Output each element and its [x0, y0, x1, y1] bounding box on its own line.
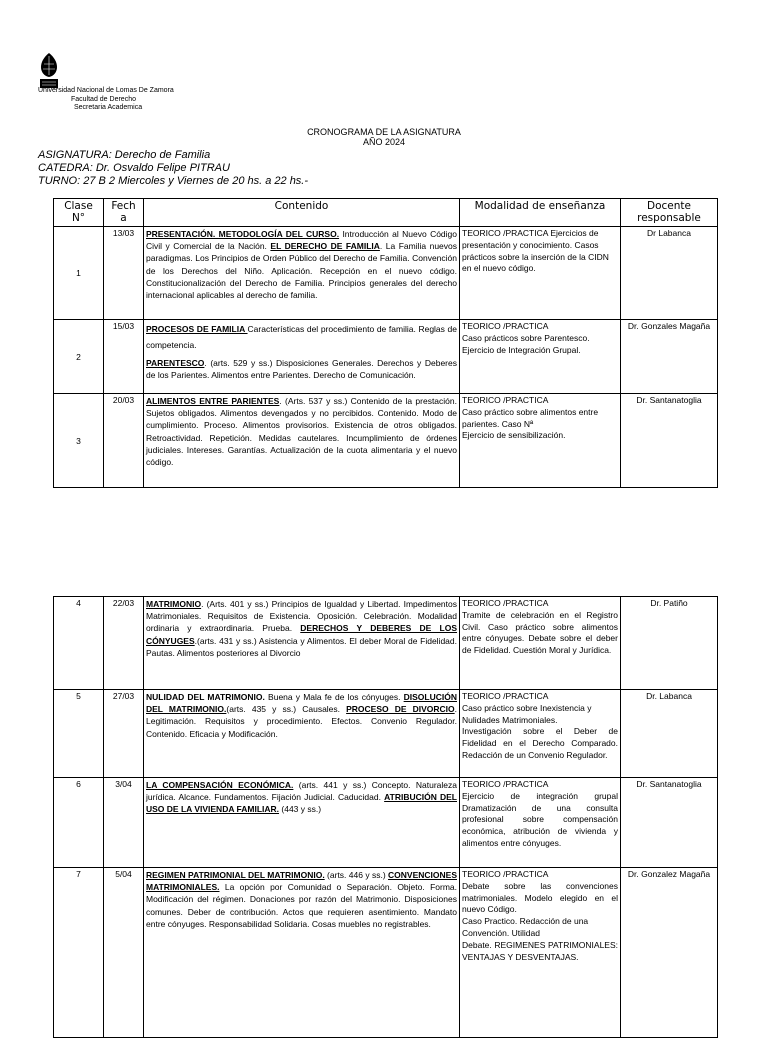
- row-num: 5: [54, 690, 104, 778]
- table-row: [54, 778, 718, 868]
- row-modalidad: TEORICO /PRACTICA Tramite de celebración en el Registro Civil. Caso práctico sobre alimentos entre cónyuges. Debate sobre el deber de Fidelidad. Cuestión Moral y Jurídica.: [460, 597, 621, 690]
- university-logo: [39, 52, 59, 88]
- row-docente: Dr Labanca: [621, 227, 718, 320]
- table-row: [54, 597, 718, 690]
- schedule-table-2: [53, 596, 718, 1038]
- row-fecha: 5/04: [104, 868, 144, 1038]
- row-docente: Dr. Gonzales Magaña: [621, 320, 718, 394]
- row-fecha: 27/03: [104, 690, 144, 778]
- asignatura-line: ASIGNATURA: Derecho de Familia: [38, 149, 211, 161]
- catedra-line: CATEDRA: Dr. Osvaldo Felipe PITRAU: [38, 162, 230, 174]
- row-docente: Dr. Labanca: [621, 690, 718, 778]
- row-num: 3: [54, 394, 104, 488]
- row-num: 6: [54, 778, 104, 868]
- header-clase: Clase N°: [54, 199, 104, 227]
- row-num: 1: [54, 227, 104, 320]
- row-num: 2: [54, 320, 104, 394]
- row-num: 7: [54, 868, 104, 1038]
- row-fecha: 22/03: [104, 597, 144, 690]
- row-contenido: REGIMEN PATRIMONIAL DEL MATRIMONIO. (arts. 446 y ss.) CONVENCIONES MATRIMONIALES. La opción por Comunidad o Separación. Objeto. Forma. Modificación del régimen. Donaciones por razón del Matrimonio. Disposiciones comunes. Deber de contribución. Actos que requieren asentimiento. Mandato entre cónyuges. Responsabilidad Solidaria. Cosas muebles no registrables.: [144, 868, 460, 1038]
- row-docente: Dr. Santanatoglia: [621, 778, 718, 868]
- row-num: 4: [54, 597, 104, 690]
- row-fecha: 15/03: [104, 320, 144, 394]
- row-modalidad: TEORICO /PRACTICA Caso práctico sobre alimentos entre parientes. Caso Nª Ejercicio de sensibilización.: [460, 394, 621, 488]
- university-name: Universidad Nacional de Lomas De Zamora: [38, 87, 174, 94]
- row-docente: Dr. Patiño: [621, 597, 718, 690]
- table-row: [54, 690, 718, 778]
- turno-line: TURNO: 27 B 2 Miercoles y Viernes de 20 hs. a 22 hs.-: [38, 175, 309, 187]
- row-contenido: ALIMENTOS ENTRE PARIENTES. (Arts. 537 y ss.) Contenido de la prestación. Sujetos obligados. Alimentos devengados y no percibidos. Contenido. Modo de cumplimiento. Proceso. Alimentos provisorios. Existencia de otros obligados. Retroactividad. Repetición. Medidas cautelares. Incumplimiento de órdenes judiciales. Intereses. Garantías. Actualización de la cuota alimentaria y el nuevo código.: [144, 394, 460, 488]
- table-header-row: [54, 199, 718, 227]
- table-row: [54, 394, 718, 488]
- schedule-table-1: [53, 198, 718, 488]
- row-contenido: PRESENTACIÓN. METODOLOGÍA DEL CURSO. Introducción al Nuevo Código Civil y Comercial de la Nación. EL DERECHO DE FAMILIA. La Familia nuevos paradigmas. Los Principios de Orden Público del Derecho de Familia. Convención de los Derechos del Niño. Aplicación. Recepción en el nuevo código. Constitucionalización del Derecho de Familia. Principios generales del derecho internacional aplicables al derecho de familia.: [144, 227, 460, 320]
- header-contenido: Contenido: [144, 199, 460, 227]
- row-fecha: 3/04: [104, 778, 144, 868]
- secretariat-name: Secretaria Academica: [74, 104, 143, 111]
- table-row: [54, 227, 718, 320]
- header-modalidad: Modalidad de enseñanza: [460, 199, 621, 227]
- row-modalidad: TEORICO /PRACTICA Debate sobre las convenciones matrimoniales. Modelo elegido en el nuevo Código. Caso Practico. Redacción de una Convención. Utilidad Debate. REGIMENES PATRIMONIALES: VENTAJAS Y DESVENTAJAS.: [460, 868, 621, 1038]
- row-fecha: 13/03: [104, 227, 144, 320]
- row-contenido: LA COMPENSACIÓN ECONÓMICA. (arts. 441 y ss.) Concepto. Naturaleza jurídica. Alcance. Fundamentos. Fijación Judicial. Caducidad. ATRIBUCIÓN DEL USO DE LA VIVIENDA FAMILIAR. (443 y ss.): [144, 778, 460, 868]
- row-modalidad: TEORICO /PRACTICA Caso práctico sobre Inexistencia y Nulidades Matrimoniales. Investigación sobre el Deber de Fidelidad en el Derecho Comparado. Redacción de un Convenio Regulador.: [460, 690, 621, 778]
- row-modalidad: TEORICO /PRACTICA Ejercicios de presentación y conocimiento. Casos prácticos sobre la inserción de la CIDN en el nuevo código.: [460, 227, 621, 320]
- row-docente: Dr. Santanatoglia: [621, 394, 718, 488]
- row-modalidad: TEORICO /PRACTICA Caso prácticos sobre Parentesco. Ejercicio de Integración Grupal.: [460, 320, 621, 394]
- row-fecha: 20/03: [104, 394, 144, 488]
- header-docente: Docente responsable: [621, 199, 718, 227]
- table-row: [54, 320, 718, 394]
- table-row: [54, 868, 718, 1038]
- row-contenido: MATRIMONIO. (Arts. 401 y ss.) Principios de Igualdad y Libertad. Impedimentos Matrimoniales. Requisitos de Existencia. Oposición. Celebración. Modalidad ordinaria y extraordinaria. Prueba. DERECHOS Y DEBERES DE LOS CÓNYUGES.(arts. 431 y ss.) Asistencia y Alimentos. El deber Moral de Fidelidad. Pautas. Alimentos posteriores al Divorcio: [144, 597, 460, 690]
- row-contenido: PROCESOS DE FAMILIA Características del procedimiento de familia. Reglas de competencia. PARENTESCO. (arts. 529 y ss.) Disposiciones Generales. Derechos y Deberes de los Parientes. Alimentos entre Parientes. Derecho de Comunicación.: [144, 320, 460, 394]
- row-contenido: NULIDAD DEL MATRIMONIO. Buena y Mala fe de los cónyuges. DISOLUCIÓN DEL MATRIMONIO.(arts. 435 y ss.) Causales. PROCESO DE DIVORCIO. Legitimación. Requisitos y procedimiento. Efectos. Convenio Regulador. Contenido. Eficacia y Modificación.: [144, 690, 460, 778]
- page-title: CRONOGRAMA DE LA ASIGNATURA: [307, 127, 461, 137]
- faculty-name: Facultad de Derecho: [71, 96, 136, 103]
- header-fecha: Fech a: [104, 199, 144, 227]
- row-modalidad: TEORICO /PRACTICA Ejercicio de integración grupal Dramatización de una consulta profesional sobre compensación económica, atribución de vivienda y alimentos entre cónyuges.: [460, 778, 621, 868]
- page-year: AÑO 2024: [362, 137, 406, 147]
- row-docente: Dr. Gonzalez Magaña: [621, 868, 718, 1038]
